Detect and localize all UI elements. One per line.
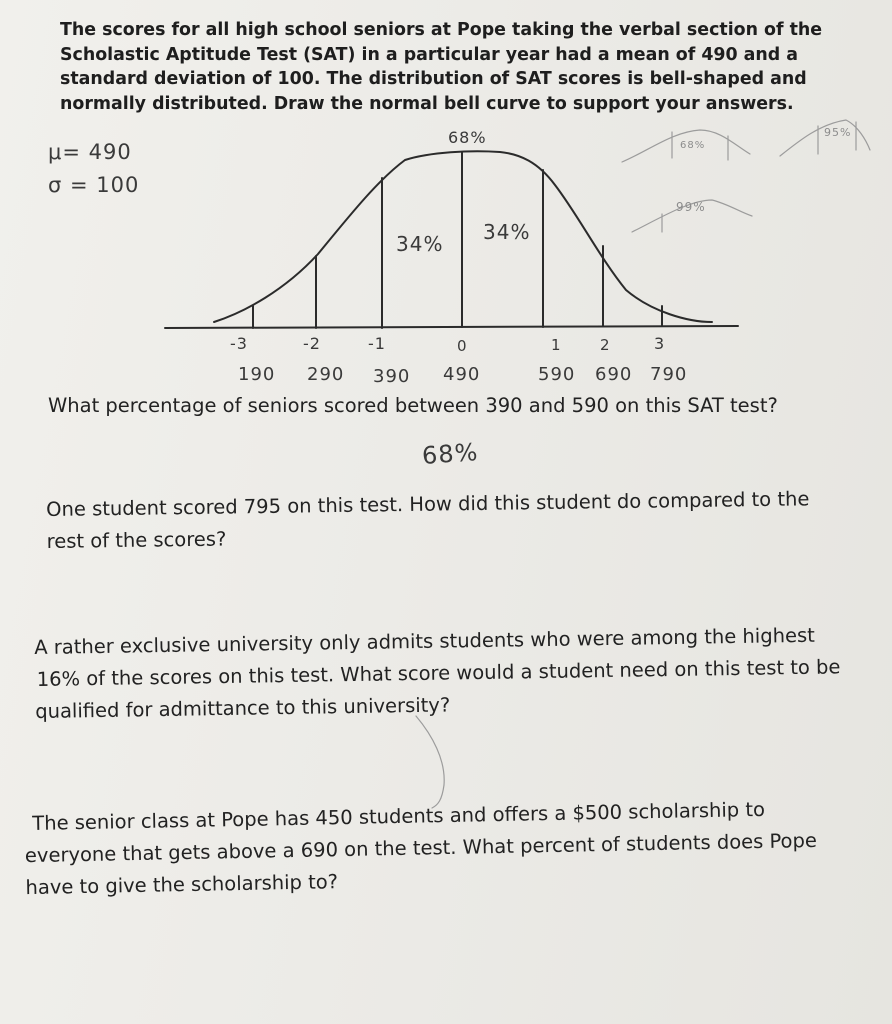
question-line: 16% of the scores on this test. What score would a student need on this test to be (36, 655, 841, 691)
score-label-590: 590 (538, 364, 576, 385)
score-label-490: 490 (443, 364, 481, 385)
left-percent-note: 34% (396, 232, 444, 256)
score-label-790: 790 (650, 364, 688, 385)
sd-note: σ = 100 (48, 173, 140, 197)
center-percent-note: 68% (448, 128, 487, 147)
sketch-label-99: 99% (676, 200, 706, 214)
intro-line: Scholastic Aptitude Test (SAT) in a particular year had a mean of 490 and a (60, 44, 799, 65)
question-1 (48, 390, 778, 422)
sketch-label-95: 95% (824, 126, 852, 139)
intro-line: normally distributed. Draw the normal bell curve to support your answers. (60, 93, 794, 114)
question-4 (24, 793, 818, 904)
answer-1: 68% (421, 438, 480, 470)
intro-line: standard deviation of 100. The distribution of SAT scores is bell-shaped and (60, 69, 807, 89)
score-label-190: 190 (238, 364, 276, 385)
stray-pen-mark (416, 716, 444, 808)
z-label-minus2: -2 (303, 334, 321, 353)
right-percent-note: 34% (483, 220, 531, 244)
question-line: One student scored 795 on this test. How did this student do compared to the (46, 487, 810, 521)
z-label-zero: 0 (457, 337, 468, 355)
question-2 (46, 483, 810, 558)
score-label-690: 690 (595, 364, 633, 385)
question-line: everyone that gets above a 690 on the test. What percent of students does Pope (24, 828, 818, 868)
score-label-290: 290 (307, 364, 345, 385)
question-line: A rather exclusive university only admits students who were among the highest (34, 623, 815, 659)
question-line: What percentage of seniors scored between 390 and 590 on this SAT test? (48, 394, 778, 417)
z-label-plus1: 1 (551, 336, 562, 354)
question-3 (34, 619, 841, 728)
z-label-minus3: -3 (230, 334, 248, 353)
z-label-minus1: -1 (368, 334, 386, 353)
question-line: have to give the scholarship to? (25, 870, 339, 900)
intro-line: The scores for all high school seniors at Pope taking the verbal section of the (60, 20, 823, 40)
x-axis-line (165, 326, 738, 328)
z-label-plus3: 3 (654, 334, 666, 353)
question-line: qualified for admittance to this university? (35, 693, 451, 723)
sketch-label-68: 68% (680, 140, 706, 151)
question-line: rest of the scores? (46, 527, 227, 553)
mean-note: μ= 490 (48, 140, 132, 164)
question-line: The senior class at Pope has 450 students and offers a $500 scholarship to (32, 797, 766, 835)
z-label-plus2: 2 (600, 336, 611, 354)
score-label-390: 390 (373, 366, 411, 387)
